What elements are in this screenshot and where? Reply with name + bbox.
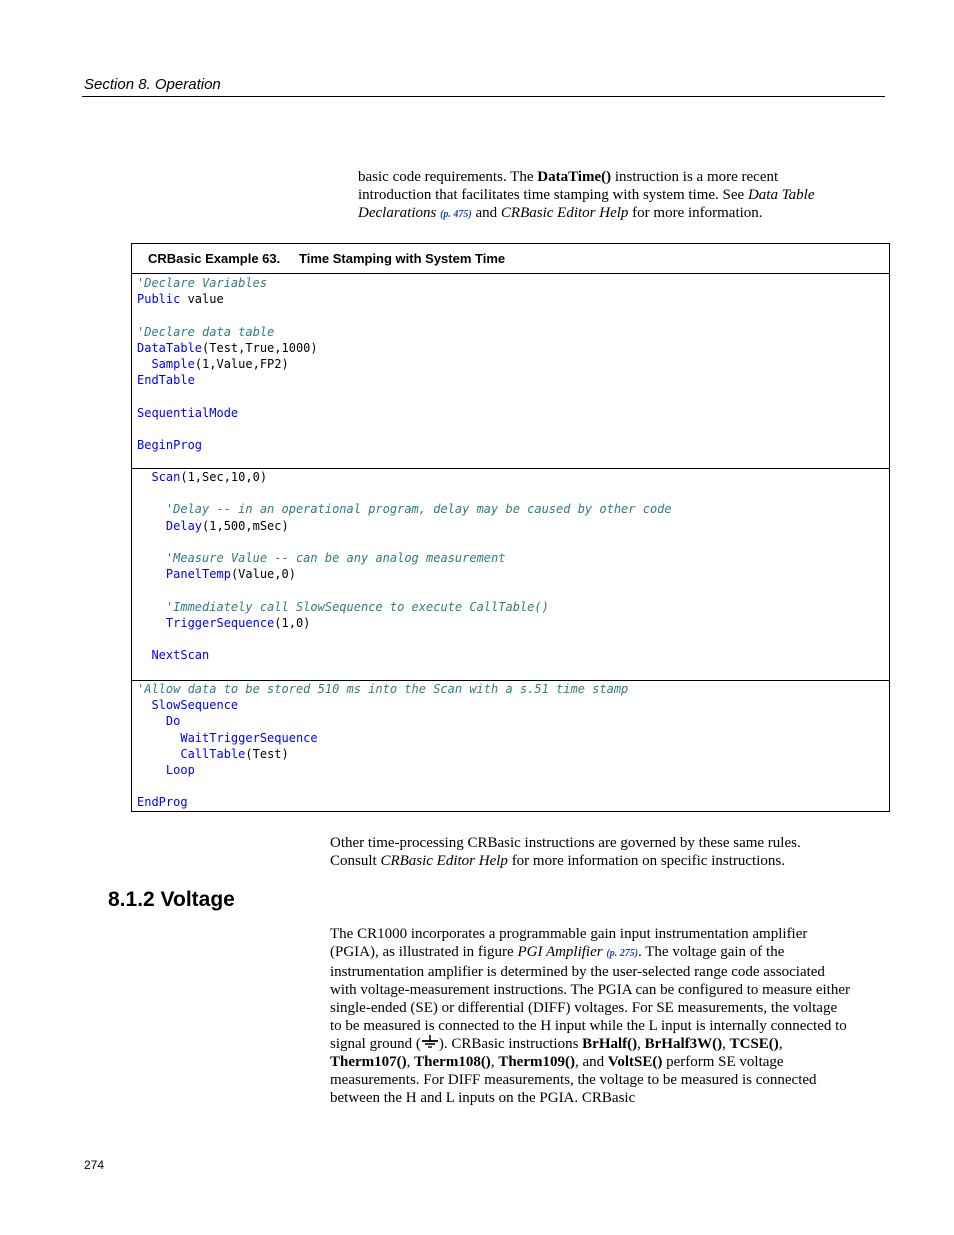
code-keyword: NextScan <box>151 648 210 663</box>
code-comment: 'Declare data table <box>137 324 275 339</box>
intro-text-3: and <box>471 205 501 221</box>
intro-paragraph <box>358 168 848 224</box>
code-line <box>137 405 318 421</box>
code-line <box>137 778 628 794</box>
code-keyword: EndProg <box>137 795 188 810</box>
code-comment: 'Delay -- in an operational program, delay may be caused by other code <box>165 502 672 517</box>
code-keyword: Scan <box>151 470 181 484</box>
code-text: (1,500,mSec) <box>202 518 289 533</box>
code-line <box>137 631 672 647</box>
code-line <box>137 599 672 615</box>
code-line <box>137 794 628 810</box>
intro-text-1: basic code requirements. The <box>358 169 538 185</box>
code-example-box <box>131 243 890 812</box>
voltage-text-1: The CR1000 incorporates a programmable gain input instrumentation amplifier (PGIA), as illustrated in figure <box>330 926 808 960</box>
code-text <box>137 714 166 728</box>
pgi-amplifier-ref: PGI Amplifier <box>517 944 603 960</box>
code-keyword: Public <box>137 292 181 307</box>
voltage-text-3: ). CRBasic instructions <box>438 1036 583 1052</box>
code-line <box>137 485 672 501</box>
code-text <box>137 600 166 614</box>
page-ref-275[interactable]: (p. 275) <box>606 948 639 959</box>
brhalf-instruction: BrHalf() <box>582 1036 638 1052</box>
code-line <box>137 713 628 729</box>
code-comment: 'Declare Variables <box>137 276 268 290</box>
code-keyword: SequentialMode <box>137 405 239 420</box>
therm107-instruction: Therm107() <box>330 1054 407 1070</box>
code-keyword: Delay <box>165 518 203 533</box>
code-keyword: CallTable <box>180 746 246 761</box>
code-keyword: DataTable <box>137 340 203 355</box>
code-line <box>137 746 628 762</box>
code-keyword: PanelTemp <box>165 567 231 582</box>
and-separator: , and <box>574 1054 608 1070</box>
code-line <box>137 730 628 746</box>
code-line <box>137 697 628 713</box>
code-line <box>137 647 672 663</box>
code-line <box>137 324 318 340</box>
after-example-paragraph <box>330 834 850 870</box>
code-line <box>137 681 628 697</box>
code-text <box>137 470 151 484</box>
code-text <box>137 616 166 630</box>
after-text-2: for more information on specific instructions. <box>507 853 785 869</box>
code-comment: 'Measure Value -- can be any analog measurement <box>165 550 506 565</box>
code-line <box>137 501 672 517</box>
code-block-scan <box>137 469 672 663</box>
code-line <box>137 582 672 598</box>
brhalf3w-instruction: BrHalf3W() <box>644 1036 723 1052</box>
page-number: 274 <box>84 1158 105 1172</box>
code-line <box>137 356 318 372</box>
code-text <box>137 731 180 745</box>
crbasic-editor-help-ref: CRBasic Editor Help <box>500 205 629 221</box>
code-text <box>137 698 151 712</box>
code-line <box>137 534 672 550</box>
voltage-paragraph <box>330 925 852 1107</box>
example-title: Time Stamping with System Time <box>299 251 506 266</box>
code-keyword: Sample <box>151 356 195 371</box>
code-text <box>137 567 166 581</box>
code-keyword: BeginProg <box>137 437 203 452</box>
header-rule <box>82 96 885 97</box>
tcse-instruction: TCSE() <box>729 1036 779 1052</box>
comma-separator: , <box>722 1036 730 1052</box>
code-keyword: EndTable <box>137 373 195 388</box>
therm108-instruction: Therm108() <box>414 1054 491 1070</box>
code-keyword: TriggerSequence <box>165 615 275 630</box>
code-text <box>137 519 166 533</box>
code-line <box>137 388 318 404</box>
code-text: (1,Sec,10,0) <box>180 470 268 484</box>
intro-text-2: instruction is a more recent introduction that facilitates time stamping with system time. See <box>358 169 779 203</box>
code-line <box>137 469 672 485</box>
after-text-1: Other time-processing CRBasic instructions are governed by these same rules. Consult <box>330 835 801 869</box>
code-block-slowsequence <box>137 681 628 811</box>
code-line <box>137 291 318 307</box>
intro-text-4: for more information. <box>628 205 763 221</box>
code-keyword: Loop <box>165 762 195 777</box>
code-line <box>137 275 318 291</box>
therm109-instruction: Therm109() <box>498 1054 575 1070</box>
data-table-declarations-ref: Data Table Declarations <box>358 187 815 221</box>
signal-ground-icon <box>421 1035 439 1049</box>
code-comment: 'Allow data to be stored 510 ms into the Scan with a s.51 time stamp <box>137 682 629 696</box>
code-line <box>137 340 318 356</box>
code-line <box>137 518 672 534</box>
example-number: CRBasic Example 63. <box>148 251 281 266</box>
code-line <box>137 307 318 323</box>
comma-separator: , <box>406 1054 415 1070</box>
voltse-instruction: VoltSE() <box>607 1054 663 1070</box>
voltage-text-4: perform SE voltage measurements. For DIFF measurements, the voltage to be measured is connected between the H and L inputs on the PGIA. CRBasic <box>330 1054 817 1106</box>
code-text: (Test,True,1000) <box>202 340 318 355</box>
code-line <box>137 762 628 778</box>
code-text: (Value,0) <box>230 567 296 582</box>
code-line <box>137 421 318 437</box>
code-text: value <box>180 292 224 307</box>
datatime-instruction: DataTime() <box>537 169 612 185</box>
code-line <box>137 615 672 631</box>
code-comment: 'Immediately call SlowSequence to execute CallTable() <box>165 599 549 614</box>
code-block-declarations <box>137 275 318 453</box>
code-example-title-bar <box>132 244 889 274</box>
code-line <box>137 566 672 582</box>
voltage-text-2: . The voltage gain of the instrumentation amplifier is determined by the user-selected range code associated with voltage-measurement instructions. The PGIA can be configured to measure either single-ended (SE) or differential (DIFF) voltages. For SE measurements, the voltage to be measured is connected to the H input while the L input is internally connected to signal ground ( <box>330 944 850 1052</box>
code-line <box>137 437 318 453</box>
code-text <box>137 763 166 777</box>
comma-separator: , <box>490 1054 499 1070</box>
code-keyword: Do <box>165 714 181 729</box>
running-header: Section 8. Operation <box>84 76 221 93</box>
code-text <box>137 648 151 662</box>
comma-separator: , <box>637 1036 645 1052</box>
crbasic-editor-help-ref-2: CRBasic Editor Help <box>380 853 508 869</box>
code-text <box>137 551 166 565</box>
code-text <box>137 502 166 516</box>
code-text <box>137 747 180 761</box>
code-text: (1,Value,FP2) <box>194 356 289 371</box>
code-keyword: SlowSequence <box>151 698 239 713</box>
page-ref-475[interactable]: (p. 475) <box>440 209 472 220</box>
code-text: (Test) <box>245 746 289 761</box>
comma-separator: , <box>778 1036 783 1052</box>
code-keyword: WaitTriggerSequence <box>180 730 318 745</box>
code-text: (1,0) <box>274 615 311 630</box>
code-text <box>137 357 151 371</box>
code-line <box>137 372 318 388</box>
section-heading-voltage: 8.1.2 Voltage <box>108 888 235 911</box>
code-line <box>137 550 672 566</box>
